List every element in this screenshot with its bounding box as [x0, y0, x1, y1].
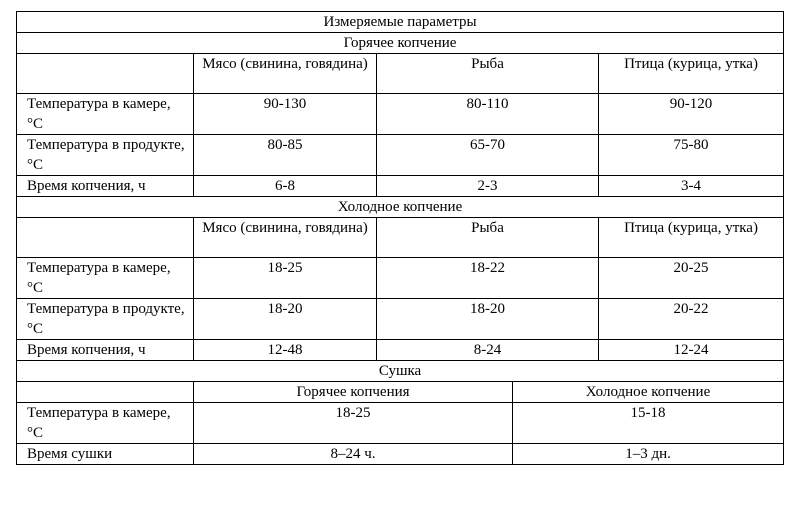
table-row [17, 299, 784, 340]
cell-value: 15-18 [513, 403, 784, 444]
cell-value: 12-48 [194, 340, 377, 361]
table-row [17, 94, 784, 135]
table-row [17, 382, 784, 403]
column-header: Горячее копчения [194, 382, 513, 403]
cell-value: 18-20 [194, 299, 377, 340]
table-row [17, 340, 784, 361]
cell-value: 18-22 [377, 258, 599, 299]
cell-value: 18-25 [194, 258, 377, 299]
parameters-table [16, 11, 784, 465]
cell-value: 80-110 [377, 94, 599, 135]
column-header: Холодное копчение [513, 382, 784, 403]
table-row [17, 135, 784, 176]
table-row [17, 176, 784, 197]
row-label: Температура в продукте, °С [17, 135, 194, 176]
row-label: Температура в камере, °С [17, 94, 194, 135]
cell-value: 20-25 [599, 258, 784, 299]
row-label: Время сушки [17, 444, 194, 465]
table-row [17, 403, 784, 444]
cell-value: 90-120 [599, 94, 784, 135]
empty-cell [17, 382, 194, 403]
cell-value: 8–24 ч. [194, 444, 513, 465]
column-header: Мясо (свинина, говядина) [194, 218, 377, 258]
table-row [17, 54, 784, 94]
section-heading-cold: Холодное копчение [17, 197, 784, 218]
section-heading-hot: Горячее копчение [17, 33, 784, 54]
table-row [17, 218, 784, 258]
column-header: Птица (курица, утка) [599, 218, 784, 258]
empty-cell [17, 218, 194, 258]
cell-value: 18-20 [377, 299, 599, 340]
cell-value: 75-80 [599, 135, 784, 176]
column-header: Рыба [377, 218, 599, 258]
cell-value: 6-8 [194, 176, 377, 197]
cell-value: 1–3 дн. [513, 444, 784, 465]
cell-value: 8-24 [377, 340, 599, 361]
cell-value: 18-25 [194, 403, 513, 444]
table-row [17, 258, 784, 299]
cell-value: 80-85 [194, 135, 377, 176]
row-label: Температура в камере, °С [17, 258, 194, 299]
cell-value: 65-70 [377, 135, 599, 176]
cell-value: 2-3 [377, 176, 599, 197]
row-label: Температура в продукте, °С [17, 299, 194, 340]
cell-value: 20-22 [599, 299, 784, 340]
table-title: Измеряемые параметры [17, 12, 784, 33]
column-header: Птица (курица, утка) [599, 54, 784, 94]
row-label: Температура в камере, °С [17, 403, 194, 444]
empty-cell [17, 54, 194, 94]
row-label: Время копчения, ч [17, 340, 194, 361]
row-label: Время копчения, ч [17, 176, 194, 197]
cell-value: 12-24 [599, 340, 784, 361]
column-header: Рыба [377, 54, 599, 94]
section-heading-drying: Сушка [17, 361, 784, 382]
cell-value: 3-4 [599, 176, 784, 197]
column-header: Мясо (свинина, говядина) [194, 54, 377, 94]
table-row [17, 444, 784, 465]
cell-value: 90-130 [194, 94, 377, 135]
